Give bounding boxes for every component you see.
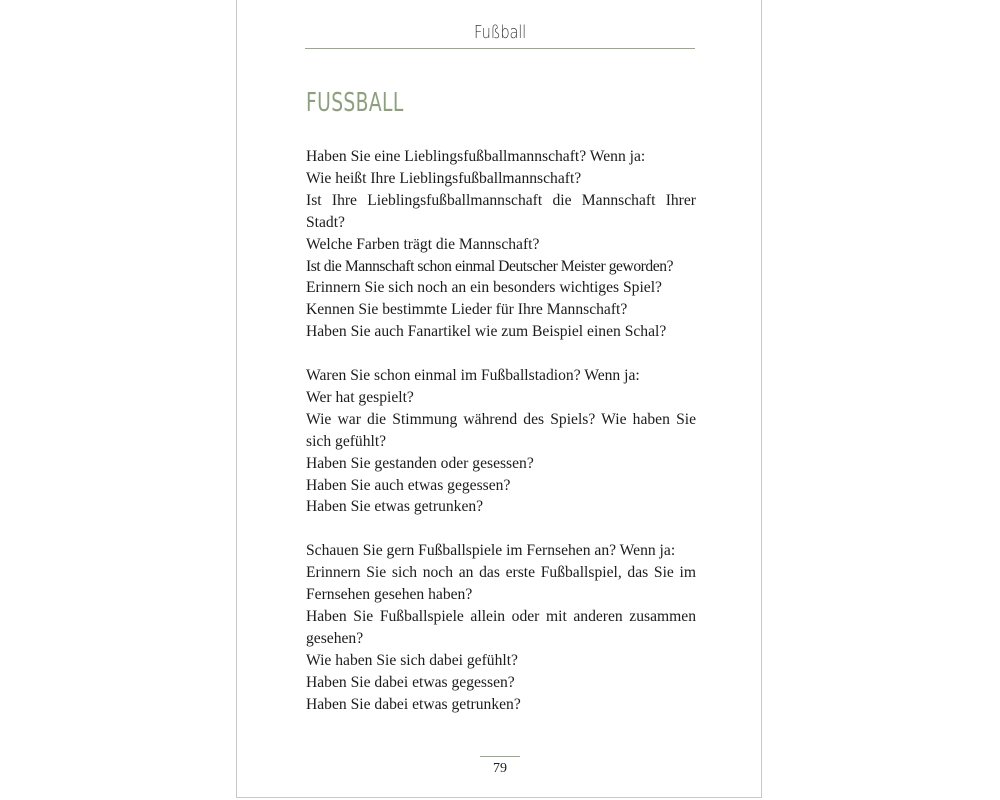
book-page (236, 0, 762, 798)
page-number: 79 (493, 761, 507, 776)
question-line: Haben Sie eine Lieblingsfußballmannschaft? Wenn ja: (306, 148, 646, 165)
question-line: Haben Sie dabei etwas gegessen? (306, 673, 515, 691)
question-line: Schauen Sie gern Fußballspiele im Fernsehen an? Wenn ja: (306, 542, 676, 560)
chapter-title: FUSSBALL (306, 88, 404, 118)
folio-rule (480, 756, 520, 757)
question-line: Welche Farben trägt die Mannschaft? (306, 235, 540, 253)
question-line: Erinnern Sie sich noch an ein besonders wichtiges Spiel? (306, 279, 662, 297)
question-line: Ist die Mannschaft schon einmal Deutscher Meister geworden? (306, 257, 674, 275)
paragraph-stadium-team (306, 146, 696, 343)
question-line: Haben Sie auch Fanartikel wie zum Beispiel einen Schal? (306, 323, 667, 341)
question-line: Haben Sie auch etwas gegessen? (306, 476, 511, 494)
question-line: Haben Sie etwas getrunken? (306, 498, 484, 516)
paragraph-stadium-visit (306, 365, 696, 518)
question-line: Haben Sie gestanden oder gesessen? (306, 454, 534, 472)
paragraph-television (306, 540, 696, 715)
question-line: Wer hat gespielt? (306, 388, 414, 406)
question-line: Erinnern Sie sich noch an das erste Fußballspiel, das Sie im Fernsehen gesehen haben? (306, 564, 696, 604)
question-line: Haben Sie dabei etwas getrunken? (306, 695, 521, 713)
running-head: Fußball (474, 22, 526, 43)
question-line: Wie heißt Ihre Lieblingsfußballmannschaft? (306, 169, 582, 187)
header-rule (305, 48, 695, 49)
question-line: Waren Sie schon einmal im Fußballstadion? Wenn ja: (306, 367, 640, 385)
question-line: Haben Sie Fußballspiele allein oder mit anderen zusammen gesehen? (306, 608, 696, 647)
question-line: Ist Ihre Lieblingsfußballmannschaft die Mannschaft Ihrer Stadt? (306, 191, 696, 231)
question-line: Wie war die Stimmung während des Spiels? Wie haben Sie sich gefühlt? (306, 410, 696, 450)
body-text (306, 146, 696, 737)
question-line: Kennen Sie bestimmte Lieder für Ihre Mannschaft? (306, 301, 628, 319)
question-line: Wie haben Sie sich dabei gefühlt? (306, 651, 518, 669)
